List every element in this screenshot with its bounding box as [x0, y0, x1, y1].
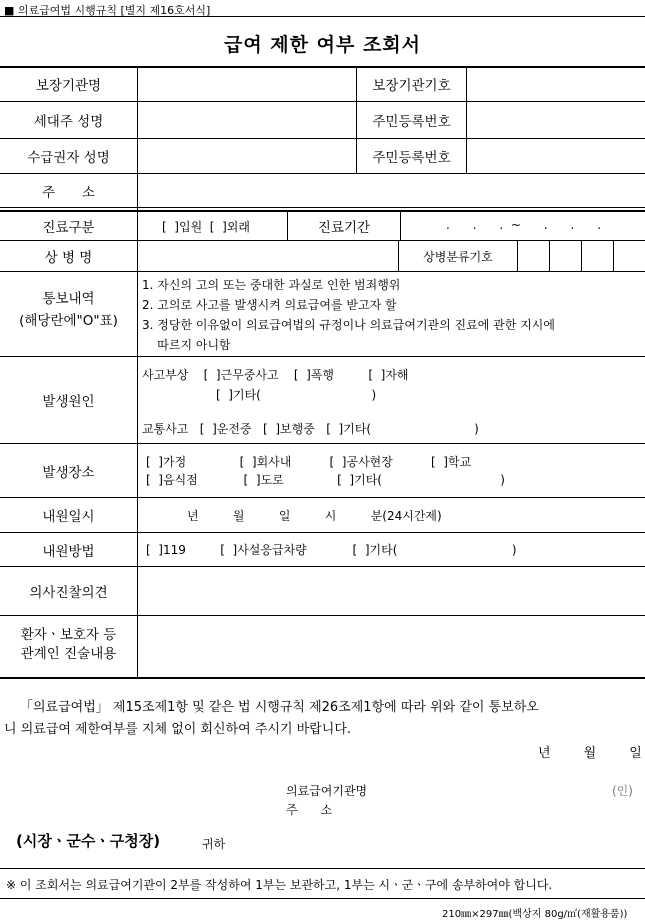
request-text-line: 「의료급여법」 제15조제1항 및 같은 법 시행규칙 제26조제1항에 따라 위와 같이 통보하오	[20, 700, 539, 715]
sender-name-field[interactable]	[380, 780, 600, 798]
cause-accident-other[interactable]: [ ]기타( )	[216, 388, 377, 402]
beneficiary-name-label: 수급권자 성명	[27, 150, 110, 166]
row-divider	[0, 271, 645, 272]
householder-name-field[interactable]	[138, 102, 356, 138]
statement-label-line: 환자ㆍ보호자 등	[20, 627, 117, 643]
disease-code-box[interactable]	[614, 241, 645, 271]
institution-code-label: 보장기관기호	[372, 78, 451, 94]
disease-name-label: 상 병 명	[44, 250, 93, 266]
table-bottom-border	[0, 677, 645, 679]
sender-address-field[interactable]	[380, 799, 600, 817]
date-line[interactable]: 년 월 일	[538, 746, 642, 761]
notice-label-line: 통보내역	[42, 291, 95, 307]
institution-name-label: 보장기관명	[35, 78, 102, 94]
header-divider	[0, 16, 645, 17]
treatment-type-label: 진료구분	[42, 219, 95, 236]
seal-mark: (인)	[612, 784, 633, 798]
disease-code-label: 상병분류기호	[423, 249, 493, 264]
treatment-type-options[interactable]: [ ]입원 [ ]외래	[162, 220, 250, 234]
place-options-row[interactable]: [ ]가정 [ ]회사내 [ ]공사현장 [ ]학교	[146, 455, 472, 469]
visit-method-label: 내원방법	[42, 543, 95, 560]
beneficiary-name-field[interactable]	[138, 139, 356, 173]
statement-label	[0, 626, 137, 664]
footnote: ※ 이 조회서는 의료급여기관이 2부를 작성하여 1부는 보관하고, 1부는 시ㆍ군ㆍ구에 송부하여야 합니다.	[6, 878, 553, 892]
notice-item[interactable]: 3. 정당한 이유없이 의료급여법의 규정이나 의료급여기관의 진료에 관한 지시에	[142, 318, 555, 332]
sender-name-label: 의료급여기관명	[286, 784, 368, 798]
statement-label-line: 관계인 진술내용	[20, 646, 117, 662]
disease-name-field[interactable]	[138, 241, 398, 271]
householder-name-label: 세대주 성명	[33, 114, 104, 130]
notice-label-hint: (해당란에"O"표)	[19, 313, 118, 329]
row-divider	[0, 207, 645, 208]
treatment-period-label: 진료기간	[317, 219, 371, 236]
disease-code-box[interactable]	[518, 241, 549, 271]
address-label: 주 소	[41, 184, 96, 201]
column-divider	[400, 211, 401, 240]
cause-accident-injury[interactable]: 사고부상 [ ]근무중사고 [ ]폭행 [ ]자해	[142, 368, 409, 382]
householder-rrn-label: 주민등록번호	[372, 114, 451, 130]
place-options-row[interactable]: [ ]음식점 [ ]도로 [ ]기타( )	[146, 473, 505, 487]
beneficiary-rrn-label: 주민등록번호	[372, 150, 451, 166]
address-field[interactable]	[138, 174, 645, 207]
institution-code-field[interactable]	[467, 67, 645, 101]
treatment-period-field[interactable]: . . . ~ . . .	[446, 218, 602, 232]
sender-address-label: 주 소	[286, 803, 333, 817]
footnote-top-border	[0, 868, 645, 869]
statement-field[interactable]	[138, 616, 645, 677]
doctor-opinion-field[interactable]	[138, 567, 645, 615]
notice-item[interactable]: 1. 자신의 고의 또는 중대한 과실로 인한 범죄행위	[142, 278, 401, 292]
recipient-suffix: 귀하	[202, 837, 226, 851]
request-text-line: 니 의료급여 제한여부를 지체 없이 회신하여 주시기 바랍니다.	[4, 722, 352, 737]
institution-name-field[interactable]	[138, 67, 356, 101]
beneficiary-rrn-field[interactable]	[467, 139, 645, 173]
visit-date-label: 내원일시	[42, 509, 95, 525]
paper-spec: 210㎜×297㎜(백상지 80g/㎡(재활용품))	[442, 909, 628, 920]
householder-rrn-field[interactable]	[467, 102, 645, 138]
cause-label: 발생원인	[42, 394, 95, 410]
page-title: 급여 제한 여부 조회서	[223, 34, 422, 56]
form-reference-note: ■ 의료급여법 시행규칙 [별지 제16호서식]	[4, 4, 211, 17]
notice-label	[0, 288, 137, 332]
disease-code-box[interactable]	[550, 241, 581, 271]
doctor-opinion-label: 의사진찰의견	[29, 585, 108, 601]
disease-code-box[interactable]	[582, 241, 613, 271]
visit-date-field[interactable]: 년 월 일 시 분(24시간제)	[187, 509, 442, 523]
place-label: 발생장소	[42, 464, 95, 481]
visit-method-options[interactable]: [ ]119 [ ]사설응급차량 [ ]기타( )	[146, 543, 517, 557]
notice-item: 따르지 아니함	[142, 338, 231, 352]
cause-traffic-accident[interactable]: 교통사고 [ ]운전중 [ ]보행중 [ ]기타( )	[142, 422, 479, 436]
recipient-title: (시장ㆍ군수ㆍ구청장)	[16, 832, 161, 850]
footnote-bottom-border	[0, 898, 645, 899]
notice-item[interactable]: 2. 고의로 사고를 발생시켜 의료급여를 받고자 할	[142, 298, 397, 312]
